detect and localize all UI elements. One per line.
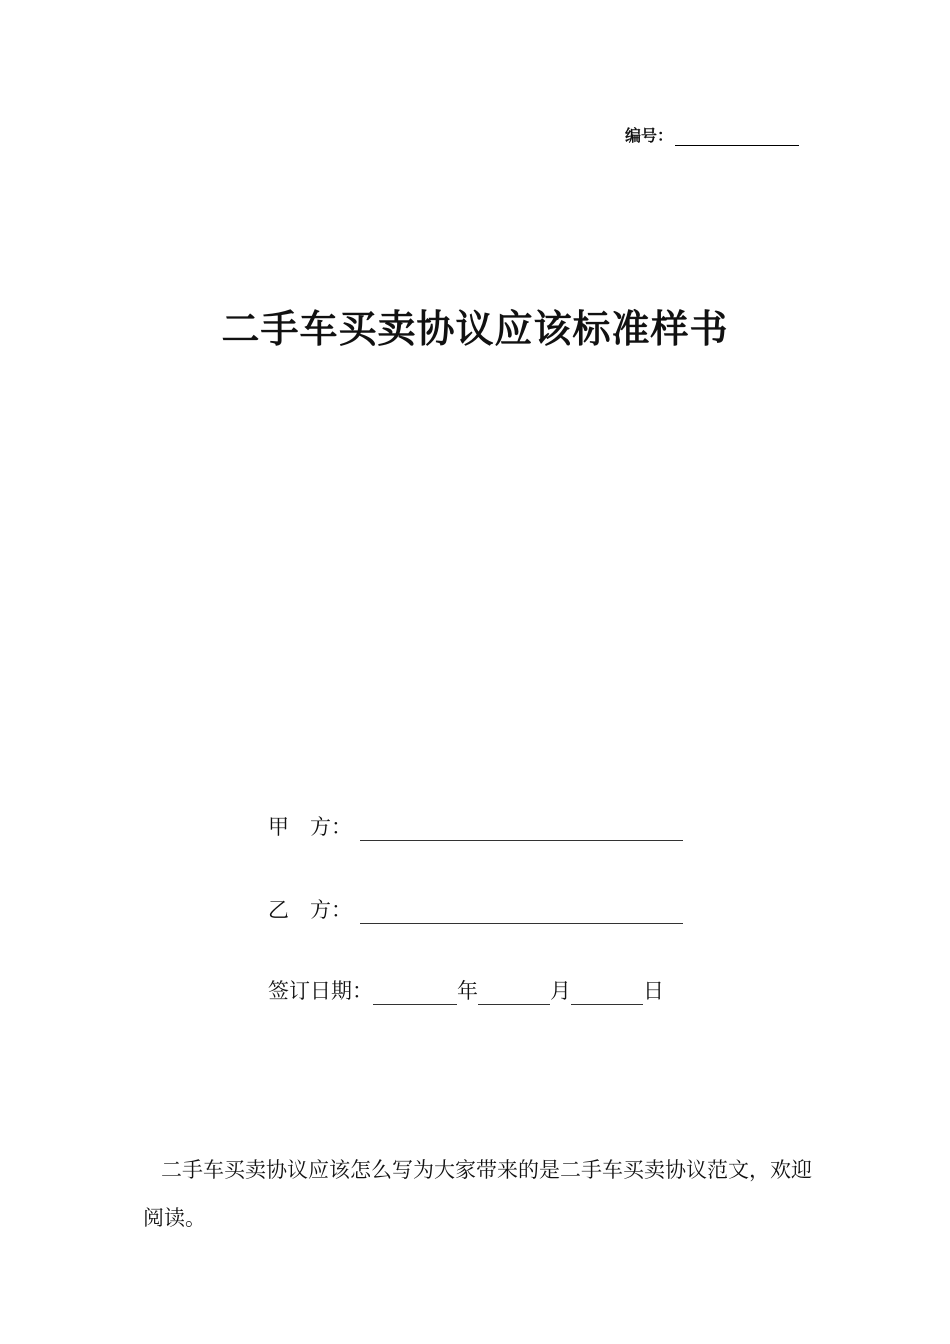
month-blank[interactable] (478, 980, 550, 1005)
document-title: 二手车买卖协议应该标准样书 (221, 307, 729, 351)
party-a-row (268, 813, 683, 841)
party-a-blank[interactable] (360, 816, 683, 841)
signing-date-row (268, 977, 664, 1005)
year-blank[interactable] (373, 980, 457, 1005)
signing-date-label: 签订日期： (268, 979, 373, 1003)
party-b-row (268, 896, 683, 924)
party-a-label: 甲 方： (268, 815, 352, 839)
day-blank[interactable] (571, 980, 643, 1005)
intro-paragraph: 二手车买卖协议应该怎么写为大家带来的是二手车买卖协议范文，欢迎阅读。 (143, 1158, 812, 1230)
document-number (625, 126, 799, 146)
month-label: 月 (550, 979, 571, 1003)
party-b-label: 乙 方： (268, 898, 352, 922)
day-label: 日 (643, 979, 664, 1003)
document-number-blank[interactable] (675, 127, 799, 146)
document-number-label: 编号： (625, 126, 674, 145)
year-label: 年 (457, 979, 478, 1003)
party-b-blank[interactable] (360, 899, 683, 924)
